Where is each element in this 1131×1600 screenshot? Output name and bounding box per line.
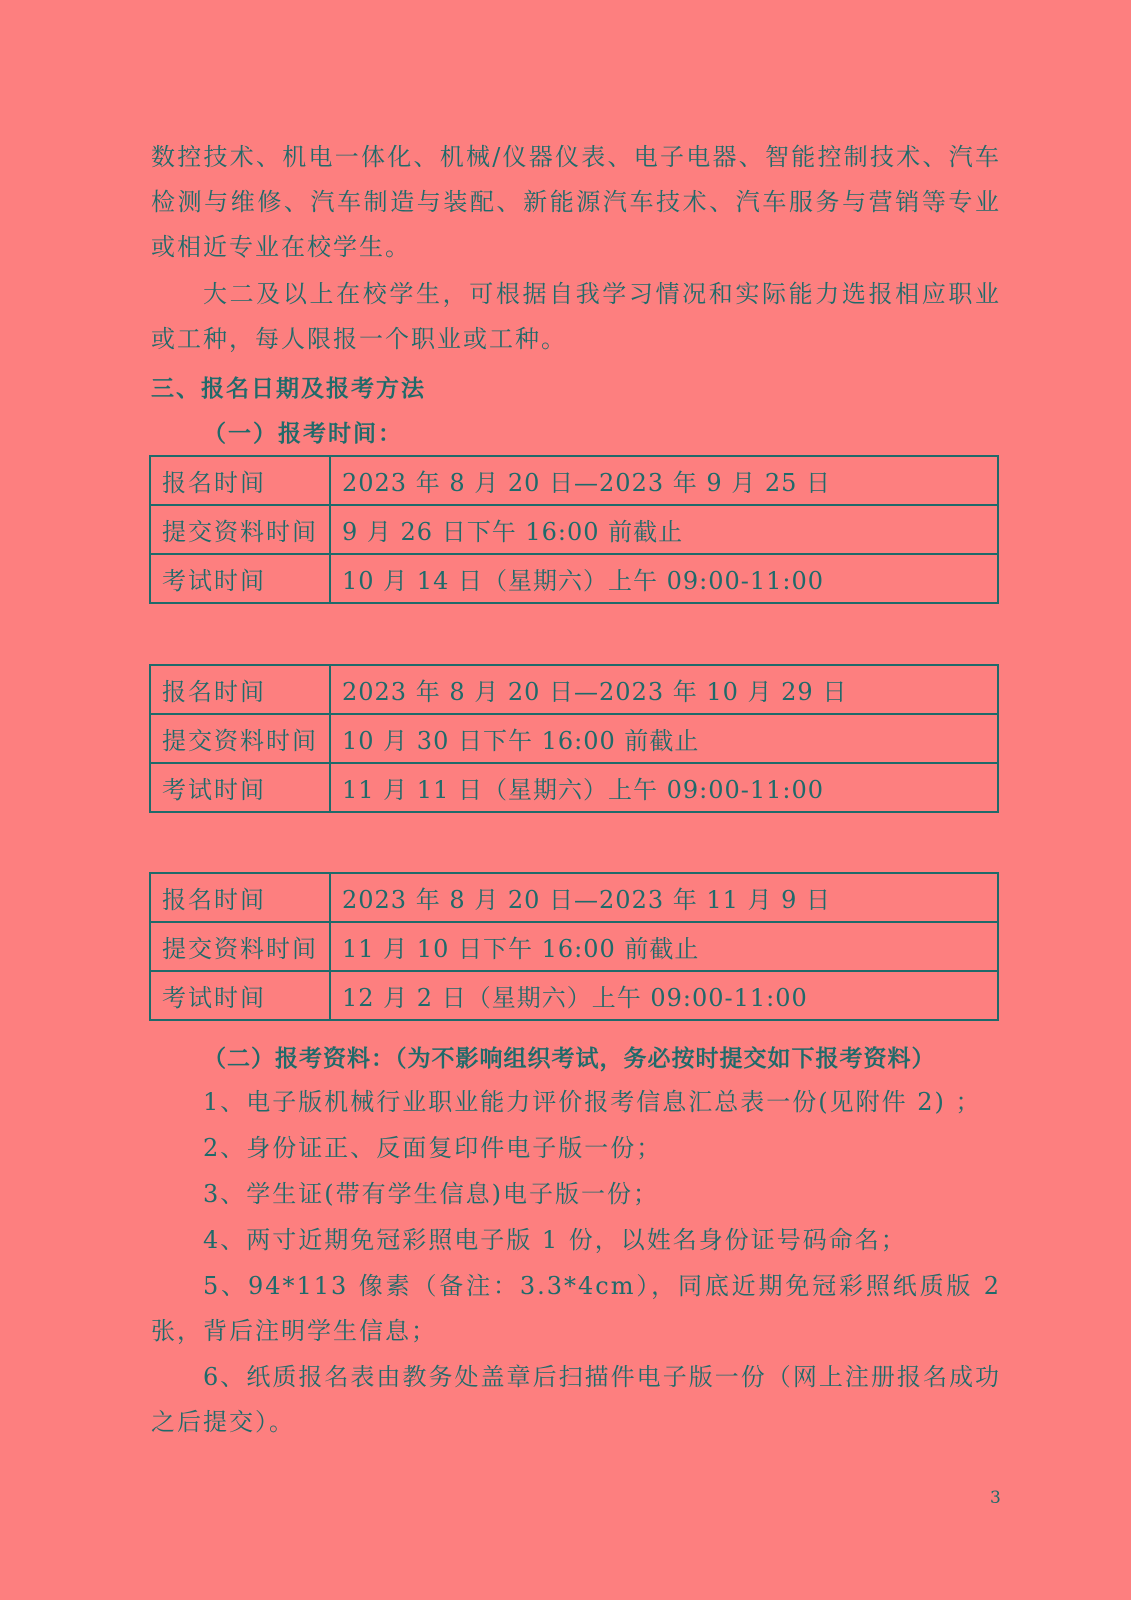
table-row (150, 922, 998, 971)
table-row (150, 505, 998, 554)
table-row (150, 665, 998, 714)
value-cell: 2023 年 8 月 20 日—2023 年 9 月 25 日 (330, 456, 998, 505)
label-cell: 考试时间 (150, 554, 330, 603)
material-item-5: 5、94*113 像素（备注：3.3*4cm），同底近期免冠彩照纸质版 2 张，背后注明学生信息； (151, 1272, 1001, 1345)
value-cell: 11 月 10 日下午 16:00 前截止 (330, 922, 998, 971)
table-row (150, 873, 998, 922)
label-cell: 提交资料时间 (150, 922, 330, 971)
value-cell: 2023 年 8 月 20 日—2023 年 10 月 29 日 (330, 665, 998, 714)
label-cell: 考试时间 (150, 763, 330, 812)
intro-paragraph-eligibility: 大二及以上在校学生，可根据自我学习情况和实际能力选报相应职业或工种，每人限报一个职业或工种。 (151, 280, 1001, 353)
section-3-heading: 三、报名日期及报考方法 (151, 375, 426, 402)
material-item-1: 1、电子版机械行业职业能力评价报考信息汇总表一份(见附件 2) ； (203, 1088, 982, 1116)
table-row (150, 456, 998, 505)
subsection-materials-heading: （二）报考资料：（为不影响组织考试，务必按时提交如下报考资料） (203, 1045, 936, 1072)
label-cell: 提交资料时间 (150, 505, 330, 554)
value-cell: 11 月 11 日（星期六）上午 09:00-11:00 (330, 763, 998, 812)
intro-paragraph-majors: 数控技术、机电一体化、机械/仪器仪表、电子电器、智能控制技术、汽车检测与维修、汽车制造与装配、新能源汽车技术、汽车服务与营销等专业或相近专业在校学生。 (151, 143, 1001, 261)
material-item-3: 3、学生证(带有学生信息)电子版一份； (203, 1180, 659, 1208)
label-cell: 报名时间 (150, 665, 330, 714)
value-cell: 12 月 2 日（星期六）上午 09:00-11:00 (330, 971, 998, 1020)
label-cell: 提交资料时间 (150, 714, 330, 763)
material-item-6: 6、纸质报名表由教务处盖章后扫描件电子版一份（网上注册报名成功之后提交）。 (151, 1363, 1001, 1436)
schedule-table-3 (149, 872, 999, 1021)
value-cell: 10 月 30 日下午 16:00 前截止 (330, 714, 998, 763)
subsection-exam-time-heading: （一）报考时间： (203, 420, 403, 447)
table-row (150, 714, 998, 763)
label-cell: 报名时间 (150, 456, 330, 505)
table-row (150, 763, 998, 812)
table-row (150, 971, 998, 1020)
schedule-table-2 (149, 664, 999, 813)
page-number: 3 (990, 1488, 1001, 1508)
schedule-table-1 (149, 455, 999, 604)
material-item-2: 2、身份证正、反面复印件电子版一份； (203, 1134, 663, 1162)
material-item-4: 4、两寸近期免冠彩照电子版 1 份，以姓名身份证号码命名； (203, 1226, 907, 1254)
value-cell: 10 月 14 日（星期六）上午 09:00-11:00 (330, 554, 998, 603)
label-cell: 考试时间 (150, 971, 330, 1020)
label-cell: 报名时间 (150, 873, 330, 922)
table-row (150, 554, 998, 603)
value-cell: 9 月 26 日下午 16:00 前截止 (330, 505, 998, 554)
value-cell: 2023 年 8 月 20 日—2023 年 11 月 9 日 (330, 873, 998, 922)
